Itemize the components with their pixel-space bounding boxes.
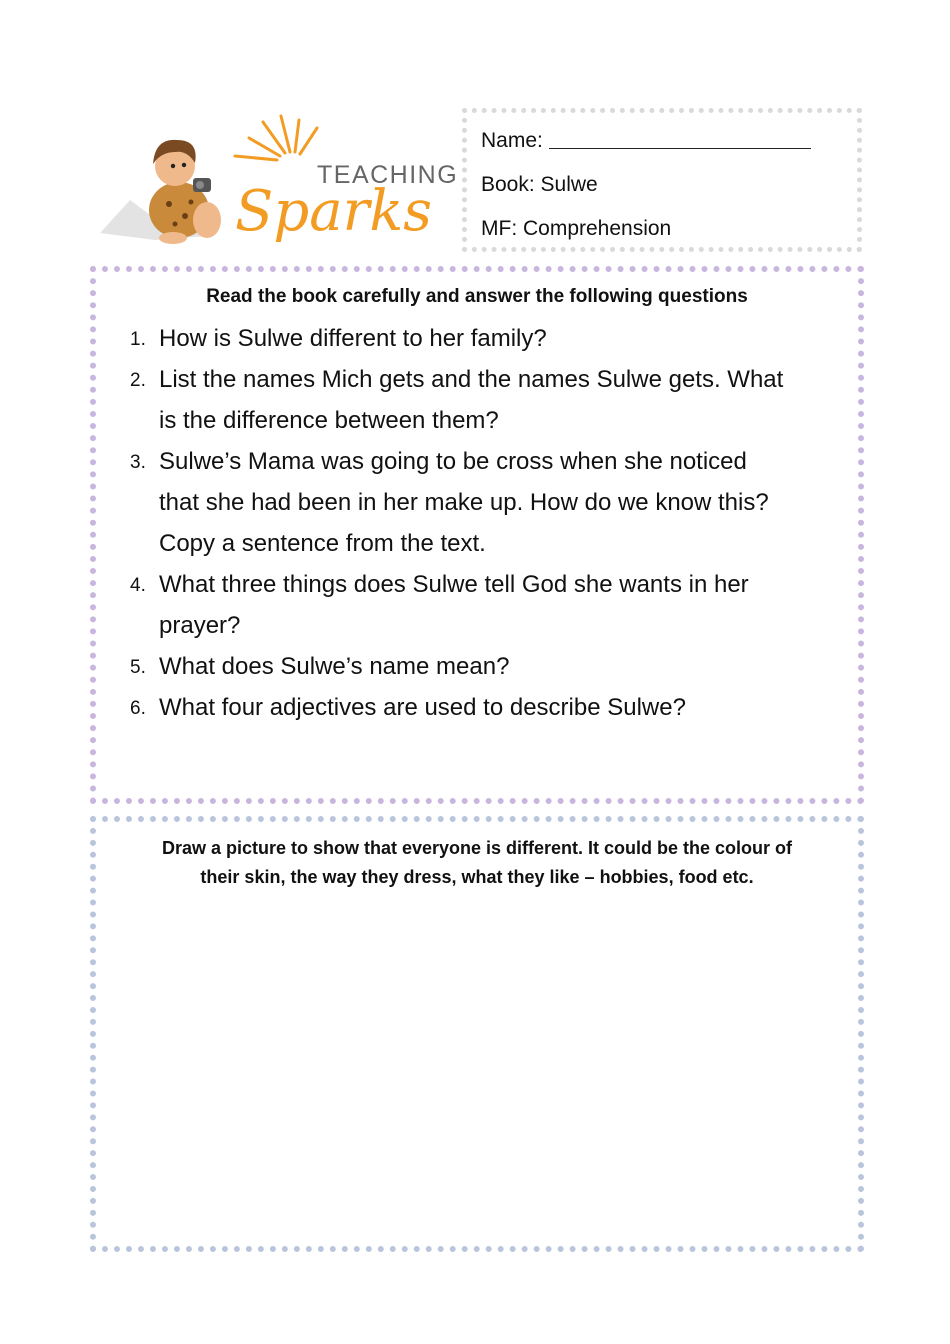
question-item-5 [130,646,842,687]
question-item-3 [130,441,842,564]
question-line: prayer? [159,612,241,639]
question-number: 1. [130,329,146,350]
caveman-icon [149,140,221,244]
question-item-2 [130,359,842,441]
drawing-instruction-line: their skin, the way they dress, what they like – hobbies, food etc. [200,867,754,887]
question-number: 4. [130,575,146,596]
student-info-box [462,108,862,252]
question-number: 6. [130,698,146,719]
book-label: Book: Sulwe [481,173,598,196]
question-number: 2. [130,370,146,391]
sun-rays-icon [235,116,317,160]
questions-heading: Read the book carefully and answer the following questions [206,286,748,307]
drawing-instruction-line: Draw a picture to show that everyone is different. It could be the colour of [161,838,793,858]
drawing-box[interactable] [90,816,864,1252]
name-label: Name: [481,129,543,152]
question-line: that she had been in her make up. How do we know this? [159,489,769,516]
logo-word-bottom: Sparks [235,179,433,244]
question-line: How is Sulwe different to her family? [159,325,547,352]
questions-list [130,318,842,728]
question-line: What four adjectives are used to describe Sulwe? [159,694,686,721]
question-line: Sulwe’s Mama was going to be cross when she noticed [159,448,747,475]
logo-word-top: TEACHING [317,161,455,189]
mf-label: MF: Comprehension [481,217,672,240]
questions-box [90,266,864,804]
name-row [481,121,843,165]
question-item-6 [130,687,842,728]
logo-graphic [95,108,455,250]
question-item-1 [130,318,842,359]
teaching-sparks-logo [95,108,455,250]
question-line: Copy a sentence from the text. [159,530,486,557]
question-number: 5. [130,657,146,678]
question-line: is the difference between them? [159,407,499,434]
question-item-4 [130,564,842,646]
question-line: List the names Mich gets and the names Sulwe gets. What [159,366,784,393]
question-line: What three things does Sulwe tell God she wants in her [159,571,749,598]
drawing-instructions [116,834,838,892]
name-entry-line[interactable] [549,126,811,149]
question-line: What does Sulwe’s name mean? [159,653,510,680]
question-number: 3. [130,452,146,473]
